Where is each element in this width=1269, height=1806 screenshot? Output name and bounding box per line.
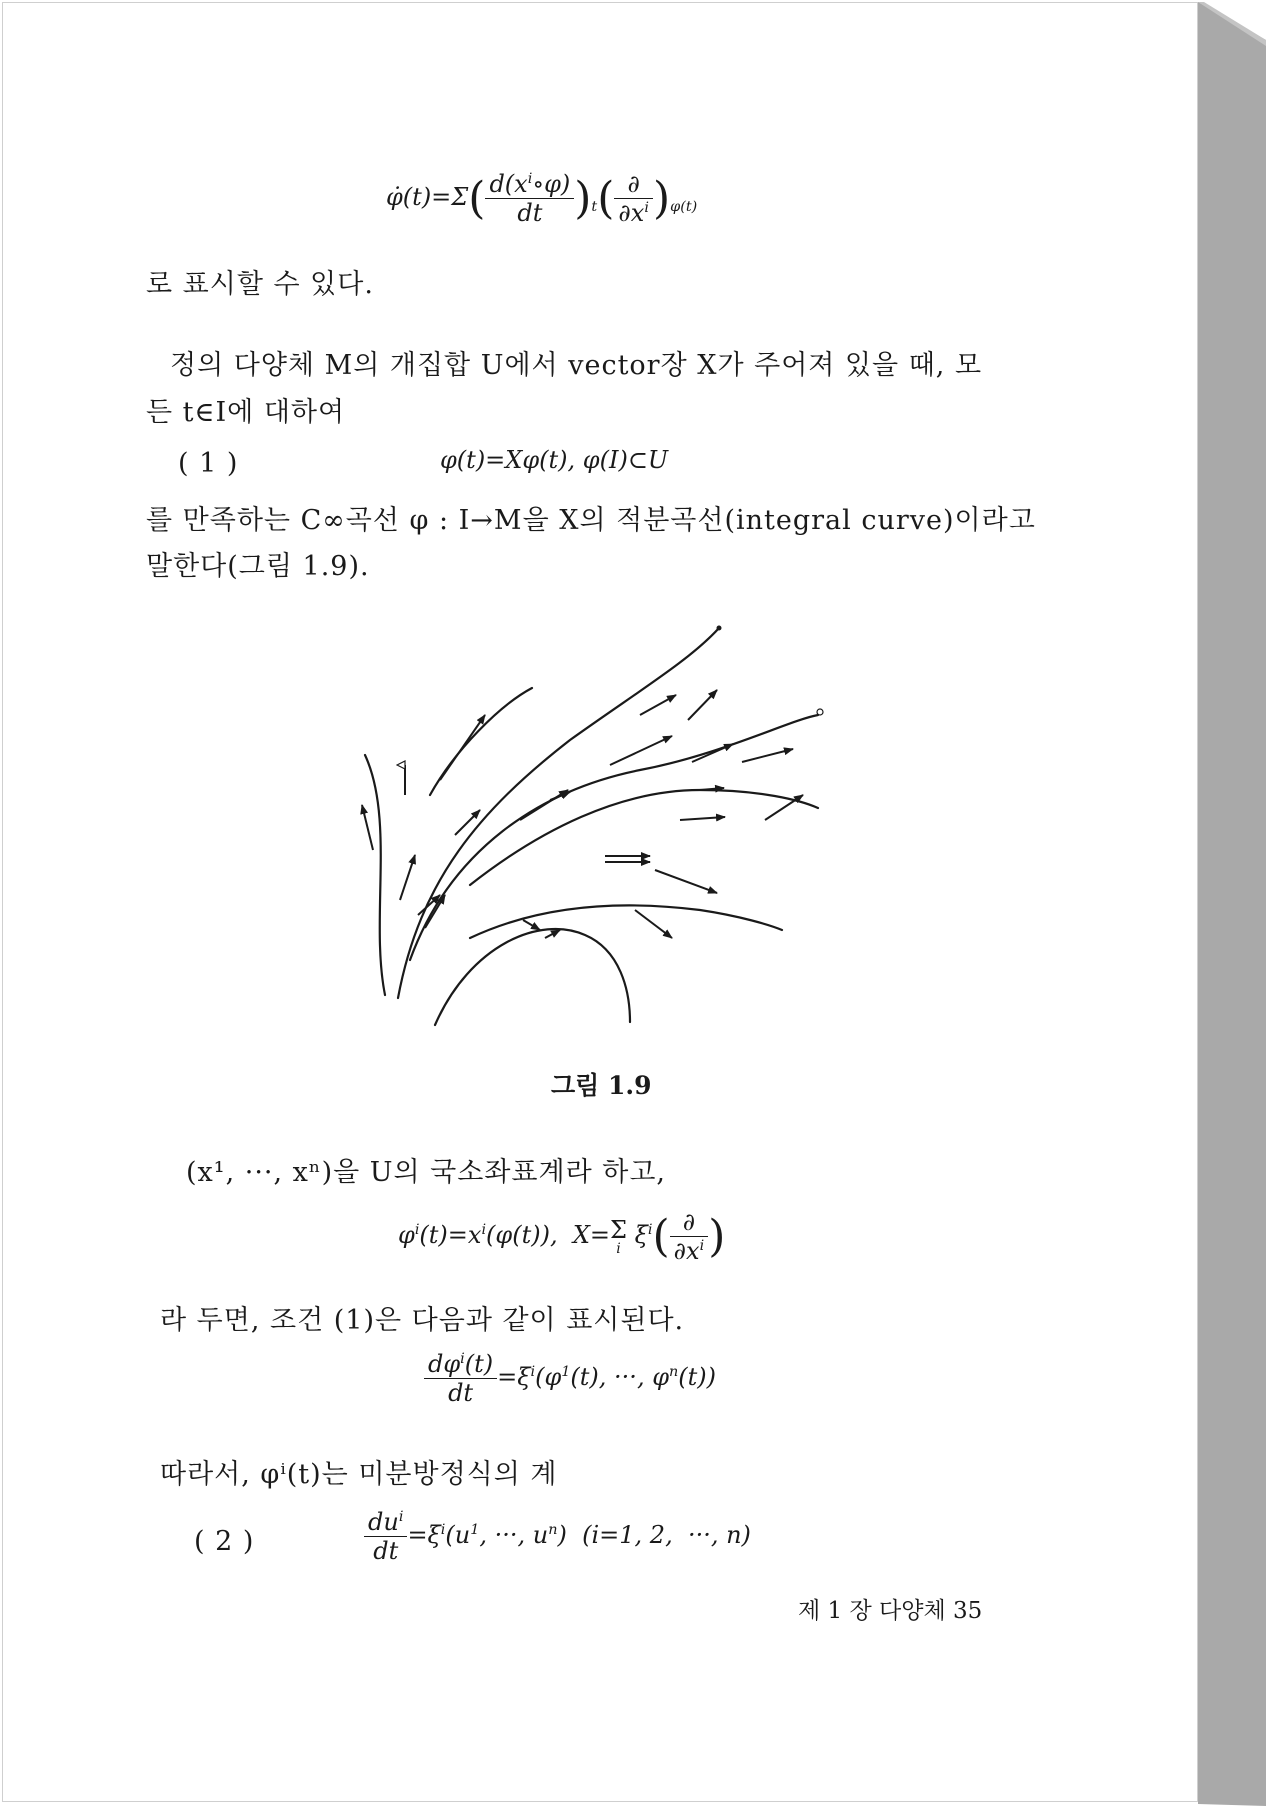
equation-1: φ(t)=Xφ(t), φ(I)⊂U [440,446,669,474]
paragraph-text-2-line-1: 를 만족하는 C∞곡선 φ : I→M을 X의 적분곡선(integral curve)이라고 [146,505,1036,536]
vector-arrow [523,920,540,930]
equation-mid: $\varphi^i(t)=x^i(\varphi(t))$, X= Σ i $\xi^i$( $\frac{\partial}{\partial x^i}$ ) [398,1208,726,1265]
curve-3 [410,715,818,960]
paragraph-text-2-line-2: 말한다(그림 1.9). [146,551,370,582]
vector-arrow [655,870,717,893]
paragraph-text-1: 로 표시할 수 있다. [146,269,374,300]
vector-arrow [692,744,733,762]
vector-arrow [362,805,373,850]
equation-1-label: ( 1 ) [178,448,239,479]
vector-arrow [688,690,717,720]
definition-line-2: 든 t∈I에 대하여 [146,397,346,428]
vector-arrow [742,749,793,762]
curve-5 [470,905,782,938]
curve-1 [365,755,385,995]
vector-arrow [400,855,415,900]
figure-caption: 그림 1.9 [551,1071,652,1100]
equation-2-label: ( 2 ) [194,1526,255,1557]
curve-6 [435,929,630,1025]
vector-arrow [550,792,570,800]
curve-7 [430,688,532,795]
vector-arrow [520,790,568,820]
definition-line-1: 정의 다양체 M의 개집합 U에서 vector장 X가 주어져 있을 때, 모 [170,350,983,381]
vector-arrow [440,715,485,780]
equation-top: φ̇(t)=Σ( $\frac{d(x^i\circ\varphi)}{dt}$ )$_t$( $\frac{\partial}{\partial x^i}$ )$_{\varphi(t)}$ [386,170,698,227]
equation-condition: $\frac{d\varphi^i(t)}{dt}$ $=\xi^i(\varphi^1(t)$, ···, $\varphi^n(t)$) [424,1350,716,1407]
paragraph-text-3: (x¹, ···, xⁿ)을 U의 국소좌표계라 하고, [186,1157,667,1188]
vector-arrow [635,910,672,938]
curve-end-dot [717,626,722,631]
page-footer: 제 1 장 다양체 35 [798,1598,983,1624]
curve-2 [398,628,719,998]
vector-arrow [610,736,672,765]
curve-end-dot [817,709,823,715]
vector-arrow [640,695,676,715]
vector-arrow [680,817,725,820]
equation-2: $\frac{du^i}{dt}$ $=\xi^i(u^1$, ···, $u^n$) (i=1, 2, ···, n) [364,1508,751,1565]
vector-arrow [545,930,560,938]
paragraph-text-5: 따라서, φⁱ(t)는 미분방정식의 계 [160,1459,558,1490]
curve-4 [470,790,818,885]
paragraph-text-4: 라 두면, 조건 (1)은 다음과 같이 표시된다. [160,1305,685,1336]
vector-arrow [455,810,480,835]
